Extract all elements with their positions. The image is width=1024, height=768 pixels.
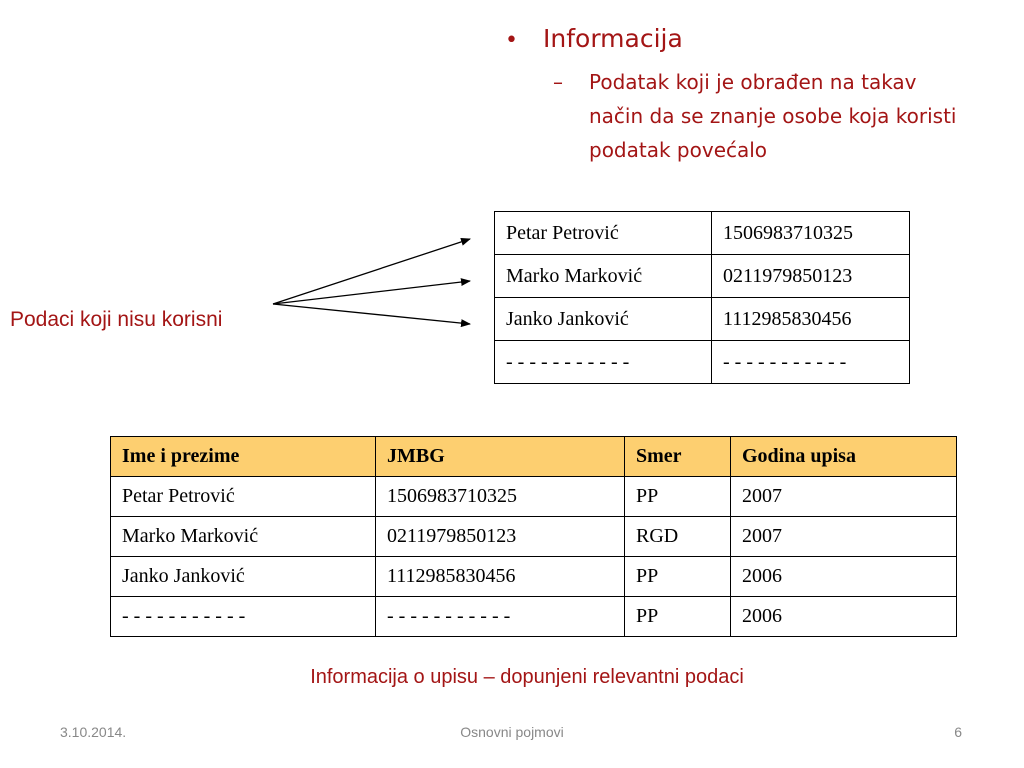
table-cell: - - - - - - - - - - - [495,341,712,384]
column-header: Smer [625,437,731,477]
table-cell: Marko Marković [495,255,712,298]
enrollment-table [110,436,957,637]
table-row [111,517,957,557]
column-header: Godina upisa [731,437,957,477]
table-row [111,557,957,597]
bullet-main-text: Informacija [543,24,683,53]
table-row [495,255,910,298]
table-cell: PP [625,557,731,597]
table-cell: - - - - - - - - - - - [111,597,376,637]
bullet-sub-text: Podatak koji je obrađen na takav način da se znanje osobe koja koristi podatak povećalo [589,70,957,162]
arrow-to-row-1 [273,239,470,304]
table-cell: 1506983710325 [376,477,625,517]
table-cell: 1112985830456 [376,557,625,597]
table-cell: RGD [625,517,731,557]
table-cell: 2006 [731,597,957,637]
table-cell: Petar Petrović [111,477,376,517]
raw-data-table [494,211,910,384]
table-row [495,212,910,255]
sub-bullet-marker: – [553,70,563,94]
table-cell: 2006 [731,557,957,597]
table-cell: PP [625,597,731,637]
side-label: Podaci koji nisu korisni [10,308,223,331]
table-cell: - - - - - - - - - - - [376,597,625,637]
table-cell: - - - - - - - - - - - [712,341,910,384]
footer-date: 3.10.2014. [60,724,127,740]
table-header-row [111,437,957,477]
arrow-to-row-2 [273,281,470,304]
table-cell: 1506983710325 [712,212,910,255]
table-cell: PP [625,477,731,517]
table-cell: Janko Janković [111,557,376,597]
table-cell: Marko Marković [111,517,376,557]
table-cell: 2007 [731,517,957,557]
column-header: JMBG [376,437,625,477]
footer-page-number: 6 [954,724,962,740]
table-row [495,341,910,384]
table-row [495,298,910,341]
arrow-to-row-3 [273,304,470,324]
table-caption: Informacija o upisu – dopunjeni relevantni podaci [310,666,744,688]
footer-title: Osnovni pojmovi [460,724,564,740]
column-header: Ime i prezime [111,437,376,477]
table-row [111,597,957,637]
table-cell: 1112985830456 [712,298,910,341]
bullet-marker: • [505,28,518,53]
table-cell: 0211979850123 [712,255,910,298]
table-cell: Petar Petrović [495,212,712,255]
table-cell: 0211979850123 [376,517,625,557]
table-row [111,477,957,517]
table-cell: Janko Janković [495,298,712,341]
table-cell: 2007 [731,477,957,517]
